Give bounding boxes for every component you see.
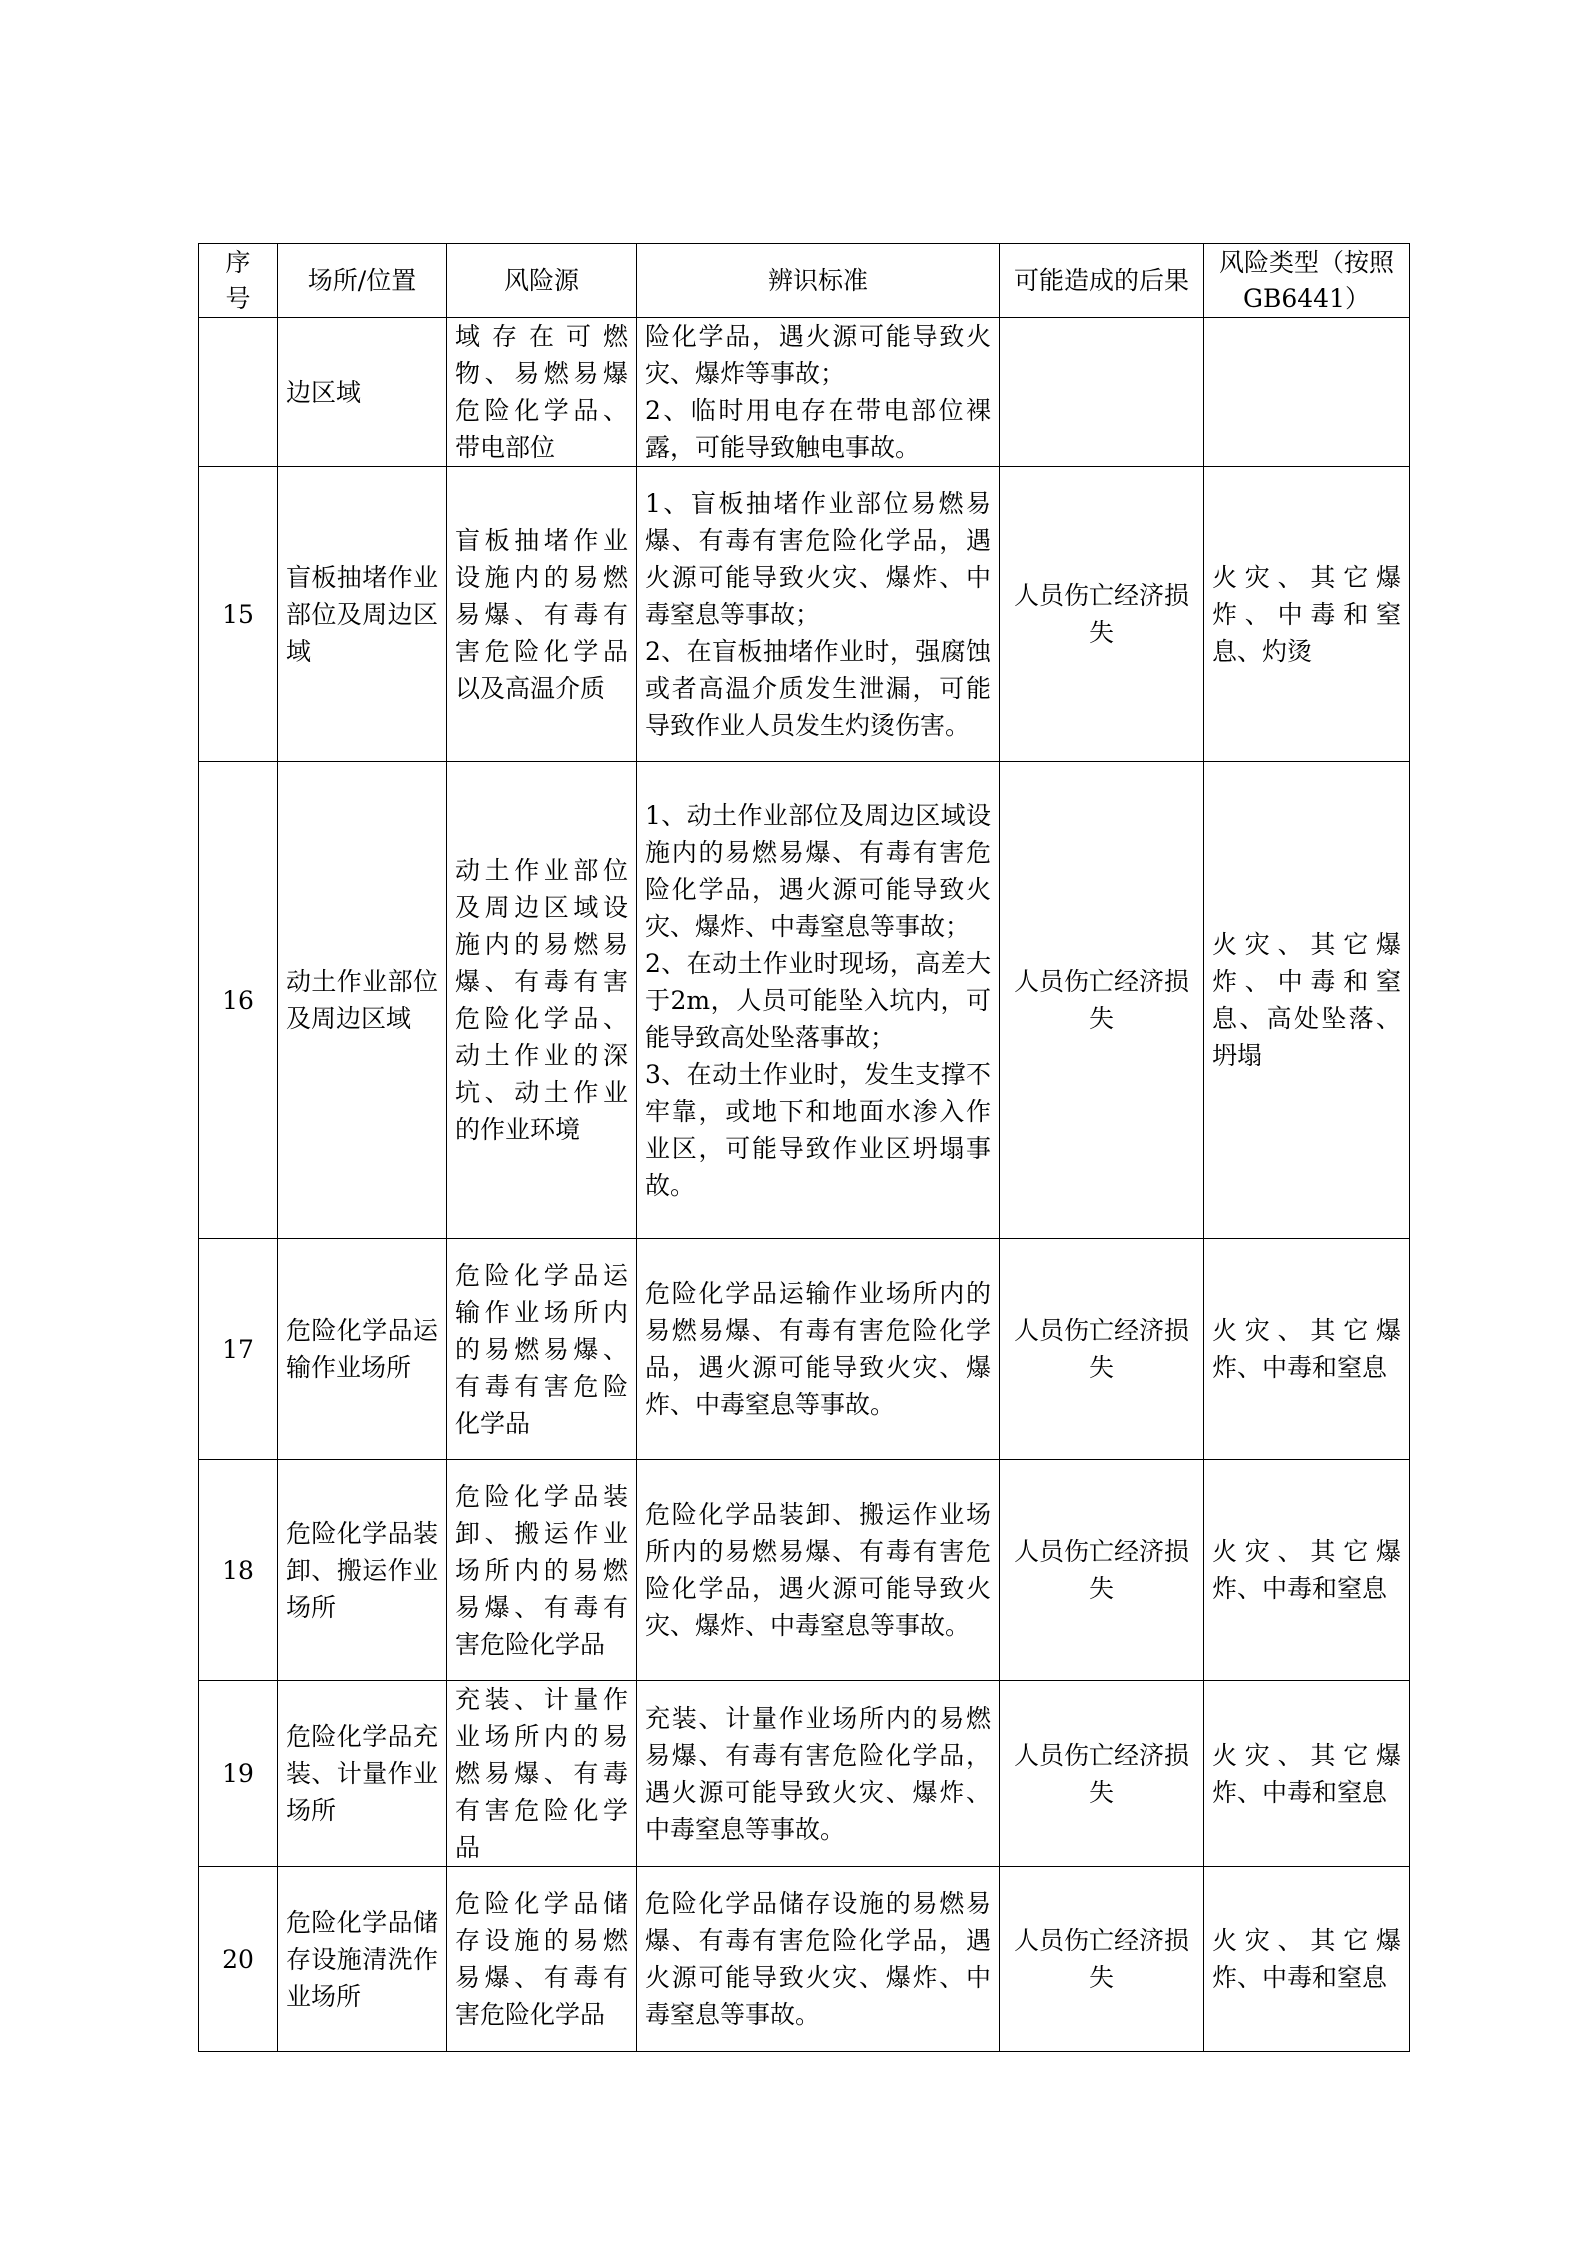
risk-source-cell: 危险化学品储存设施的易燃易爆、有毒有害危险化学品 bbox=[447, 1867, 637, 2052]
location-cell: 危险化学品充装、计量作业场所 bbox=[278, 1681, 447, 1867]
header-risk-type: 风险类型（按照GB6441） bbox=[1204, 244, 1410, 318]
standard-cell bbox=[637, 1681, 1000, 1867]
risk-type-cell: 火灾、其它爆炸、中毒和窒息、高处坠落、坍塌 bbox=[1204, 762, 1410, 1239]
row-number: 17 bbox=[199, 1239, 278, 1460]
risk-type-cell bbox=[1204, 318, 1410, 467]
table-row bbox=[199, 1460, 1410, 1681]
consequence-cell: 人员伤亡经济损失 bbox=[1000, 1239, 1204, 1460]
table-row bbox=[199, 762, 1410, 1239]
location-cell: 动土作业部位及周边区域 bbox=[278, 762, 447, 1239]
risk-source-cell: 动土作业部位及周边区域设施内的易燃易爆、有毒有害危险化学品、动土作业的深坑、动土作业的作业环境 bbox=[447, 762, 637, 1239]
standard-cell bbox=[637, 467, 1000, 762]
row-number: 18 bbox=[199, 1460, 278, 1681]
risk-type-cell: 火灾、其它爆炸、中毒和窒息 bbox=[1204, 1460, 1410, 1681]
risk-source-cell: 充装、计量作业场所内的易燃易爆、有毒有害危险化学品 bbox=[447, 1681, 637, 1867]
location-cell: 盲板抽堵作业部位及周边区域 bbox=[278, 467, 447, 762]
header-no: 序号 bbox=[199, 244, 278, 318]
standard-line: 险化学品，遇火源可能导致火灾、爆炸等事故； bbox=[645, 322, 991, 388]
row-number: 19 bbox=[199, 1681, 278, 1867]
consequence-cell: 人员伤亡经济损失 bbox=[1000, 1681, 1204, 1867]
risk-source-cell: 域存在可燃物、易燃易爆危险化学品、带电部位 bbox=[447, 318, 637, 467]
table-row bbox=[199, 1239, 1410, 1460]
standard-line: 危险化学品运输作业场所内的易燃易爆、有毒有害危险化学品，遇火源可能导致火灾、爆炸、中毒窒息等事故。 bbox=[645, 1279, 991, 1419]
consequence-cell: 人员伤亡经济损失 bbox=[1000, 467, 1204, 762]
table-row bbox=[199, 467, 1410, 762]
standard-cell bbox=[637, 762, 1000, 1239]
standard-cell bbox=[637, 1239, 1000, 1460]
risk-type-cell: 火灾、其它爆炸、中毒和窒息 bbox=[1204, 1681, 1410, 1867]
standard-cell bbox=[637, 318, 1000, 467]
location-cell: 危险化学品储存设施清洗作业场所 bbox=[278, 1867, 447, 2052]
row-number bbox=[199, 318, 278, 467]
table-row bbox=[199, 318, 1410, 467]
standard-cell bbox=[637, 1867, 1000, 2052]
risk-type-cell: 火灾、其它爆炸、中毒和窒息 bbox=[1204, 1239, 1410, 1460]
location-cell: 危险化学品运输作业场所 bbox=[278, 1239, 447, 1460]
standard-line: 1、盲板抽堵作业部位易燃易爆、有毒有害危险化学品，遇火源可能导致火灾、爆炸、中毒窒息等事故； bbox=[645, 488, 991, 629]
header-row bbox=[199, 244, 1410, 318]
consequence-cell: 人员伤亡经济损失 bbox=[1000, 1867, 1204, 2052]
standard-line: 1、动土作业部位及周边区域设施内的易燃易爆、有毒有害危险化学品，遇火源可能导致火灾、爆炸、中毒窒息等事故； bbox=[645, 800, 991, 941]
risk-type-cell: 火灾、其它爆炸、中毒和窒息 bbox=[1204, 1867, 1410, 2052]
consequence-cell: 人员伤亡经济损失 bbox=[1000, 1460, 1204, 1681]
header-standard: 辨识标准 bbox=[637, 244, 1000, 318]
location-cell: 边区域 bbox=[278, 318, 447, 467]
header-consequence: 可能造成的后果 bbox=[1000, 244, 1204, 318]
header-location: 场所/位置 bbox=[278, 244, 447, 318]
standard-line: 危险化学品装卸、搬运作业场所内的易燃易爆、有毒有害危险化学品，遇火源可能导致火灾、爆炸、中毒窒息等事故。 bbox=[645, 1500, 991, 1640]
standard-line: 2、在动土作业时现场，高差大于2m，人员可能坠入坑内，可能导致高处坠落事故； bbox=[645, 948, 991, 1052]
risk-source-cell: 盲板抽堵作业设施内的易燃易爆、有毒有害危险化学品以及高温介质 bbox=[447, 467, 637, 762]
risk-source-cell: 危险化学品运输作业场所内的易燃易爆、有毒有害危险化学品 bbox=[447, 1239, 637, 1460]
standard-line: 充装、计量作业场所内的易燃易爆、有毒有害危险化学品，遇火源可能导致火灾、爆炸、中毒窒息等事故。 bbox=[645, 1703, 991, 1844]
location-cell: 危险化学品装卸、搬运作业场所 bbox=[278, 1460, 447, 1681]
standard-line: 3、在动土作业时，发生支撑不牢靠，或地下和地面水渗入作业区，可能导致作业区坍塌事故。 bbox=[645, 1059, 991, 1200]
table-row bbox=[199, 1681, 1410, 1867]
table-row bbox=[199, 1867, 1410, 2052]
risk-type-cell: 火灾、其它爆炸、中毒和窒息、灼烫 bbox=[1204, 467, 1410, 762]
standard-cell bbox=[637, 1460, 1000, 1681]
consequence-cell bbox=[1000, 318, 1204, 467]
consequence-cell: 人员伤亡经济损失 bbox=[1000, 762, 1204, 1239]
row-number: 15 bbox=[199, 467, 278, 762]
header-source: 风险源 bbox=[447, 244, 637, 318]
standard-line: 2、临时用电存在带电部位裸露，可能导致触电事故。 bbox=[645, 396, 991, 462]
row-number: 20 bbox=[199, 1867, 278, 2052]
row-number: 16 bbox=[199, 762, 278, 1239]
risk-identification-table bbox=[198, 243, 1410, 2052]
standard-line: 2、在盲板抽堵作业时，强腐蚀或者高温介质发生泄漏，可能导致作业人员发生灼烫伤害。 bbox=[645, 636, 991, 740]
risk-source-cell: 危险化学品装卸、搬运作业场所内的易燃易爆、有毒有害危险化学品 bbox=[447, 1460, 637, 1681]
standard-line: 危险化学品储存设施的易燃易爆、有毒有害危险化学品，遇火源可能导致火灾、爆炸、中毒窒息等事故。 bbox=[645, 1889, 991, 2029]
